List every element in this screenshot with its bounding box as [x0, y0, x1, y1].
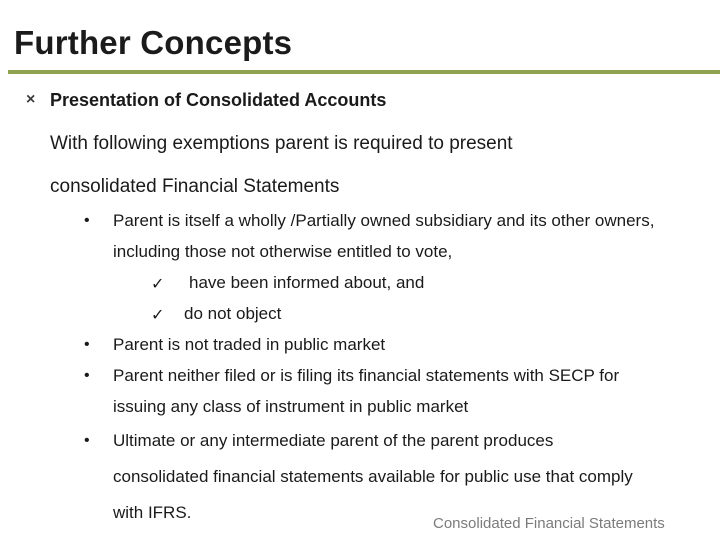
bullet-2-line-1: Parent is not traded in public market: [113, 335, 386, 354]
bullet-4-line-3: with IFRS.: [113, 503, 192, 522]
bullet-3-line-2: issuing any class of instrument in public market: [113, 397, 469, 416]
bullet-icon: •: [84, 336, 90, 353]
footer-text: Consolidated Financial Statements: [433, 515, 665, 532]
bullet-4-line-1: Ultimate or any intermediate parent of the parent produces: [113, 431, 554, 450]
page-title: Further Concepts: [14, 24, 293, 61]
intro-line-2: consolidated Financial Statements: [50, 176, 340, 197]
bullet-1-line-2: including those not otherwise entitled to vote,: [113, 242, 453, 261]
bullet-1-line-1: Parent is itself a wholly /Partially owned subsidiary and its other owners,: [113, 211, 655, 230]
check-icon: ✓: [151, 307, 165, 324]
section-heading: Presentation of Consolidated Accounts: [50, 90, 387, 110]
x-bullet-icon: ×: [26, 91, 36, 108]
check-item-2: do not object: [184, 304, 282, 323]
intro-line-1: With following exemptions parent is required to present: [50, 133, 513, 154]
check-item-1: have been informed about, and: [189, 273, 425, 292]
title-underline: [8, 70, 720, 74]
bullet-icon: •: [84, 432, 90, 449]
bullet-icon: •: [84, 367, 90, 384]
check-icon: ✓: [151, 276, 165, 293]
bullet-4-line-2: consolidated financial statements available for public use that comply: [113, 467, 633, 486]
bullet-3-line-1: Parent neither filed or is filing its financial statements with SECP for: [113, 366, 620, 385]
bullet-icon: •: [84, 212, 90, 229]
